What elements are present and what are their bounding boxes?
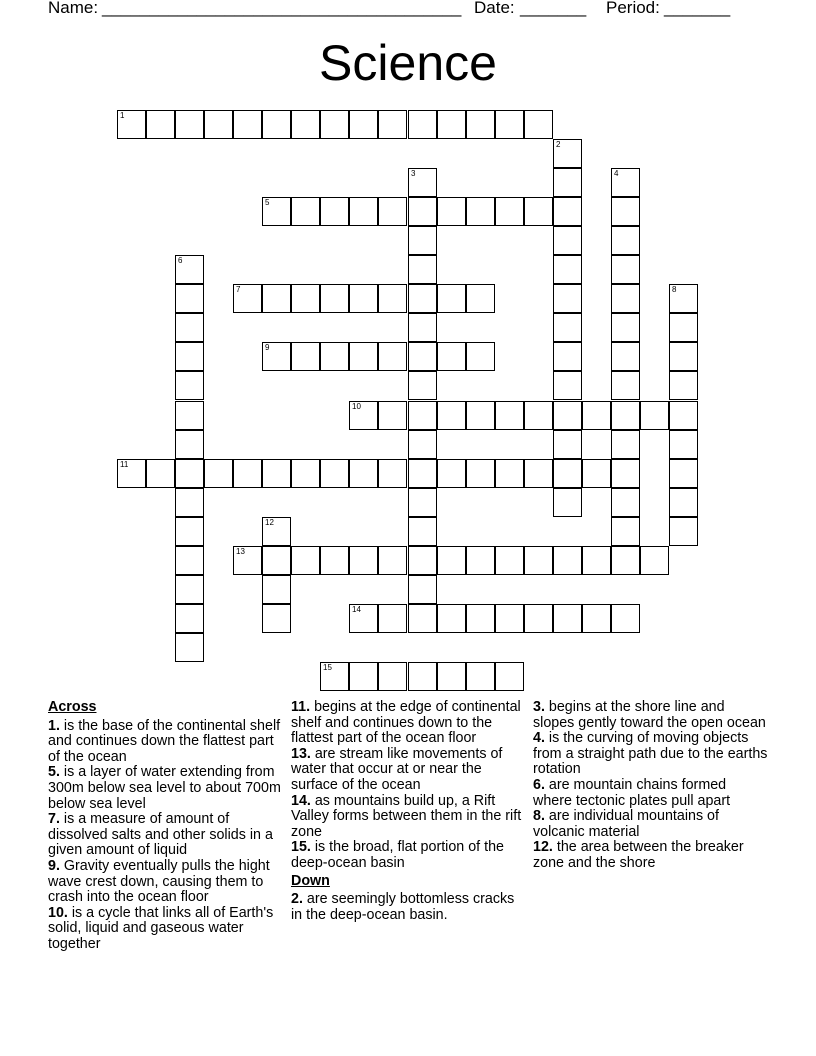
crossword-cell[interactable] xyxy=(553,430,582,459)
crossword-cell[interactable] xyxy=(408,401,437,430)
crossword-cell[interactable] xyxy=(175,430,204,459)
crossword-cell[interactable] xyxy=(146,459,175,488)
clue-across-15: 15. is the broad, flat portion of the deep-ocean basin xyxy=(291,839,505,871)
crossword-cell[interactable] xyxy=(611,255,640,284)
crossword-cell[interactable] xyxy=(582,401,611,430)
clue-across-11: 11. begins at the edge of continental shelf and continues down to the flattest part of the ocean floor xyxy=(291,699,521,747)
crossword-cell[interactable] xyxy=(378,662,407,691)
crossword-cell[interactable] xyxy=(408,488,437,517)
crossword-cell[interactable] xyxy=(466,284,495,313)
page-title: Science xyxy=(319,35,497,91)
crossword-cell[interactable] xyxy=(669,517,698,546)
crossword-cell[interactable] xyxy=(408,546,437,575)
clue-down-2: 2. are seemingly bottomless cracks in the deep-ocean basin. xyxy=(291,891,515,923)
crossword-cell[interactable] xyxy=(320,110,349,139)
crossword-cell[interactable] xyxy=(233,110,262,139)
clue-number: 1 xyxy=(120,111,125,120)
crossword-cell[interactable] xyxy=(320,459,349,488)
crossword-cell[interactable] xyxy=(437,110,466,139)
crossword-cell[interactable] xyxy=(495,662,524,691)
crossword-cell[interactable] xyxy=(320,546,349,575)
clue-number: 6 xyxy=(178,256,183,265)
crossword-cell[interactable] xyxy=(262,110,291,139)
clue-across-7: 7. is a measure of amount of dissolved salts and other solids in a given amount of liquid xyxy=(48,811,273,859)
crossword-cell[interactable] xyxy=(495,459,524,488)
name-label: Name: xyxy=(48,0,99,17)
crossword-cell[interactable] xyxy=(495,197,524,226)
crossword-cell[interactable] xyxy=(437,197,466,226)
crossword-cell[interactable] xyxy=(553,168,582,197)
clue-across-5: 5. is a layer of water extending from 300m below sea level to about 700m below sea level xyxy=(48,764,281,812)
crossword-cell[interactable] xyxy=(669,313,698,342)
crossword-cell[interactable] xyxy=(349,459,378,488)
crossword-cell[interactable] xyxy=(146,110,175,139)
date-field[interactable]: _______ xyxy=(520,0,587,17)
crossword-cell[interactable] xyxy=(553,488,582,517)
crossword-cell[interactable] xyxy=(553,604,582,633)
crossword-cell[interactable] xyxy=(291,284,320,313)
crossword-cell[interactable] xyxy=(408,110,437,139)
crossword-cell[interactable] xyxy=(553,255,582,284)
crossword-cell[interactable] xyxy=(408,371,437,400)
clue-number: 7 xyxy=(236,285,241,294)
crossword-cell[interactable] xyxy=(378,284,407,313)
crossword-cell[interactable] xyxy=(408,604,437,633)
crossword-cell[interactable] xyxy=(262,604,291,633)
crossword-cell[interactable] xyxy=(408,255,437,284)
crossword-cell[interactable] xyxy=(640,546,669,575)
crossword-cell[interactable] xyxy=(378,401,407,430)
crossword-cell[interactable] xyxy=(466,110,495,139)
crossword-cell[interactable] xyxy=(378,546,407,575)
crossword-cell[interactable] xyxy=(320,342,349,371)
crossword-cell[interactable] xyxy=(175,517,204,546)
crossword-cell[interactable] xyxy=(611,197,640,226)
crossword-cell[interactable] xyxy=(349,284,378,313)
name-field[interactable]: ______________________________________ xyxy=(102,0,462,17)
crossword-cell[interactable] xyxy=(175,633,204,662)
crossword-cell[interactable] xyxy=(175,575,204,604)
clue-column-2 xyxy=(291,700,525,923)
clue-across-10: 10. is a cycle that links all of Earth's solid, liquid and gaseous water together xyxy=(48,904,274,952)
crossword-cell[interactable] xyxy=(553,371,582,400)
crossword-cell[interactable] xyxy=(291,110,320,139)
crossword-cell[interactable] xyxy=(553,197,582,226)
crossword-cell[interactable] xyxy=(495,604,524,633)
crossword-cell[interactable] xyxy=(437,662,466,691)
clue-number: 2 xyxy=(556,140,561,149)
crossword-cell[interactable] xyxy=(378,197,407,226)
crossword-cell[interactable] xyxy=(582,459,611,488)
crossword-cell[interactable] xyxy=(611,546,640,575)
crossword-cell[interactable] xyxy=(611,313,640,342)
clue-down-8: 8. are individual mountains of volcanic material xyxy=(533,808,719,840)
crossword-cell[interactable] xyxy=(466,342,495,371)
crossword-cell[interactable] xyxy=(582,546,611,575)
period-label: Period: xyxy=(606,0,660,17)
crossword-cell[interactable] xyxy=(378,342,407,371)
clue-number: 4 xyxy=(614,169,619,178)
crossword-cell[interactable] xyxy=(466,546,495,575)
crossword-cell[interactable] xyxy=(611,226,640,255)
crossword-cell[interactable] xyxy=(611,342,640,371)
crossword-cell[interactable] xyxy=(408,168,437,197)
crossword-cell[interactable] xyxy=(175,313,204,342)
crossword-cell[interactable] xyxy=(611,604,640,633)
period-field[interactable]: _______ xyxy=(664,0,731,17)
crossword-cell[interactable] xyxy=(262,546,291,575)
crossword-cell[interactable] xyxy=(262,575,291,604)
crossword-cell[interactable] xyxy=(175,459,204,488)
crossword-cell[interactable] xyxy=(378,604,407,633)
crossword-cell[interactable] xyxy=(408,662,437,691)
crossword-cell[interactable] xyxy=(582,604,611,633)
crossword-cell[interactable] xyxy=(117,110,146,139)
crossword-cell[interactable] xyxy=(553,546,582,575)
crossword-cell[interactable] xyxy=(524,401,553,430)
crossword-cell[interactable] xyxy=(669,488,698,517)
crossword-cell[interactable] xyxy=(175,546,204,575)
crossword-cell[interactable] xyxy=(408,197,437,226)
down-heading: Down xyxy=(291,872,330,889)
clue-number: 15 xyxy=(323,663,332,672)
crossword-cell[interactable] xyxy=(233,546,262,575)
crossword-cell[interactable] xyxy=(262,517,291,546)
clue-across-1: 1. is the base of the continental shelf and continues down the flattest part of the ocean xyxy=(48,717,281,765)
crossword-cell[interactable] xyxy=(320,284,349,313)
crossword-cell[interactable] xyxy=(349,546,378,575)
crossword-cell[interactable] xyxy=(175,401,204,430)
crossword-cell[interactable] xyxy=(437,284,466,313)
crossword-cell[interactable] xyxy=(524,110,553,139)
crossword-cell[interactable] xyxy=(320,197,349,226)
crossword-cell[interactable] xyxy=(466,459,495,488)
clue-number: 8 xyxy=(672,285,677,294)
clue-across-13: 13. are stream like movements of water that occur at or near the surface of the ocean xyxy=(291,745,503,793)
crossword-cell[interactable] xyxy=(495,401,524,430)
crossword-cell[interactable] xyxy=(553,401,582,430)
crossword-cell[interactable] xyxy=(611,284,640,313)
crossword-cell[interactable] xyxy=(408,575,437,604)
crossword-cell[interactable] xyxy=(495,546,524,575)
crossword-cell[interactable] xyxy=(437,546,466,575)
crossword-cell[interactable] xyxy=(204,110,233,139)
crossword-cell[interactable] xyxy=(175,284,204,313)
crossword-cell[interactable] xyxy=(262,342,291,371)
crossword-cell[interactable] xyxy=(669,459,698,488)
crossword-cell[interactable] xyxy=(408,226,437,255)
crossword-cell[interactable] xyxy=(175,488,204,517)
crossword-cell[interactable] xyxy=(495,110,524,139)
crossword-cell[interactable] xyxy=(408,342,437,371)
crossword-cell[interactable] xyxy=(437,459,466,488)
crossword-cell[interactable] xyxy=(611,401,640,430)
crossword-cell[interactable] xyxy=(320,662,349,691)
crossword-cell[interactable] xyxy=(408,459,437,488)
clue-down-12: 12. the area between the breaker zone and the shore xyxy=(533,839,744,871)
crossword-cell[interactable] xyxy=(291,342,320,371)
crossword-cell[interactable] xyxy=(233,459,262,488)
crossword-cell[interactable] xyxy=(524,197,553,226)
crossword-cell[interactable] xyxy=(524,459,553,488)
across-heading: Across xyxy=(48,699,97,715)
clue-number: 9 xyxy=(265,343,270,352)
crossword-cell[interactable] xyxy=(553,342,582,371)
clue-column-3 xyxy=(533,700,769,872)
clue-number: 5 xyxy=(265,198,270,207)
crossword-cell[interactable] xyxy=(611,430,640,459)
crossword-cell[interactable] xyxy=(669,371,698,400)
crossword-cell[interactable] xyxy=(175,342,204,371)
crossword-cell[interactable] xyxy=(669,284,698,313)
crossword-cell[interactable] xyxy=(466,604,495,633)
crossword-cell[interactable] xyxy=(233,284,262,313)
clue-across-14: 14. as mountains build up, a Rift Valley forms between them in the rift zone xyxy=(291,792,522,840)
crossword-cell[interactable] xyxy=(408,430,437,459)
crossword-cell[interactable] xyxy=(611,517,640,546)
crossword-cell[interactable] xyxy=(524,546,553,575)
crossword-cell[interactable] xyxy=(349,604,378,633)
crossword-cell[interactable] xyxy=(175,110,204,139)
crossword-cell[interactable] xyxy=(408,313,437,342)
crossword-cell[interactable] xyxy=(204,459,233,488)
crossword-cell[interactable] xyxy=(408,517,437,546)
clue-down-4: 4. is the curving of moving objects from a straight path due to the earths rotation xyxy=(533,730,768,778)
date-label: Date: xyxy=(474,0,515,17)
crossword-cell[interactable] xyxy=(349,662,378,691)
crossword-cell[interactable] xyxy=(669,401,698,430)
crossword-cell[interactable] xyxy=(291,197,320,226)
crossword-cell[interactable] xyxy=(553,459,582,488)
crossword-cell[interactable] xyxy=(466,401,495,430)
crossword-cell[interactable] xyxy=(262,284,291,313)
crossword-cell[interactable] xyxy=(349,342,378,371)
clue-number: 3 xyxy=(411,169,416,178)
crossword-cell[interactable] xyxy=(175,255,204,284)
clue-number: 12 xyxy=(265,518,274,527)
crossword-cell[interactable] xyxy=(378,459,407,488)
crossword-cell[interactable] xyxy=(262,197,291,226)
crossword-cell[interactable] xyxy=(553,139,582,168)
crossword-cell[interactable] xyxy=(466,662,495,691)
crossword-cell[interactable] xyxy=(669,430,698,459)
crossword-cell[interactable] xyxy=(291,459,320,488)
crossword-cell[interactable] xyxy=(437,401,466,430)
clue-number: 14 xyxy=(352,605,361,614)
crossword-cell[interactable] xyxy=(437,604,466,633)
crossword-cell[interactable] xyxy=(175,371,204,400)
crossword-cell[interactable] xyxy=(553,284,582,313)
crossword-cell[interactable] xyxy=(640,401,669,430)
crossword-cell[interactable] xyxy=(117,459,146,488)
crossword-cell[interactable] xyxy=(553,226,582,255)
crossword-cell[interactable] xyxy=(553,313,582,342)
crossword-cell[interactable] xyxy=(611,459,640,488)
clue-down-3: 3. begins at the shore line and slopes gently toward the open ocean xyxy=(533,699,766,731)
crossword-cell[interactable] xyxy=(437,342,466,371)
clue-number: 11 xyxy=(120,460,129,469)
clue-down-6: 6. are mountain chains formed where tectonic plates pull apart xyxy=(533,776,731,809)
crossword-cell[interactable] xyxy=(611,168,640,197)
crossword-cell[interactable] xyxy=(524,604,553,633)
crossword-cell[interactable] xyxy=(408,284,437,313)
crossword-cell[interactable] xyxy=(349,401,378,430)
crossword-cell[interactable] xyxy=(349,197,378,226)
clue-number: 13 xyxy=(236,547,245,556)
clue-number: 10 xyxy=(352,402,361,411)
crossword-cell[interactable] xyxy=(378,110,407,139)
crossword-cell[interactable] xyxy=(466,197,495,226)
crossword-cell[interactable] xyxy=(611,371,640,400)
crossword-cell[interactable] xyxy=(262,459,291,488)
clue-column-1 xyxy=(48,700,284,953)
crossword-cell[interactable] xyxy=(291,546,320,575)
crossword-cell[interactable] xyxy=(349,110,378,139)
crossword-cell[interactable] xyxy=(669,342,698,371)
clue-across-9: 9. Gravity eventually pulls the hight wave crest down, causing them to crash into the ocean floor xyxy=(48,857,270,906)
crossword-cell[interactable] xyxy=(611,488,640,517)
crossword-cell[interactable] xyxy=(175,604,204,633)
